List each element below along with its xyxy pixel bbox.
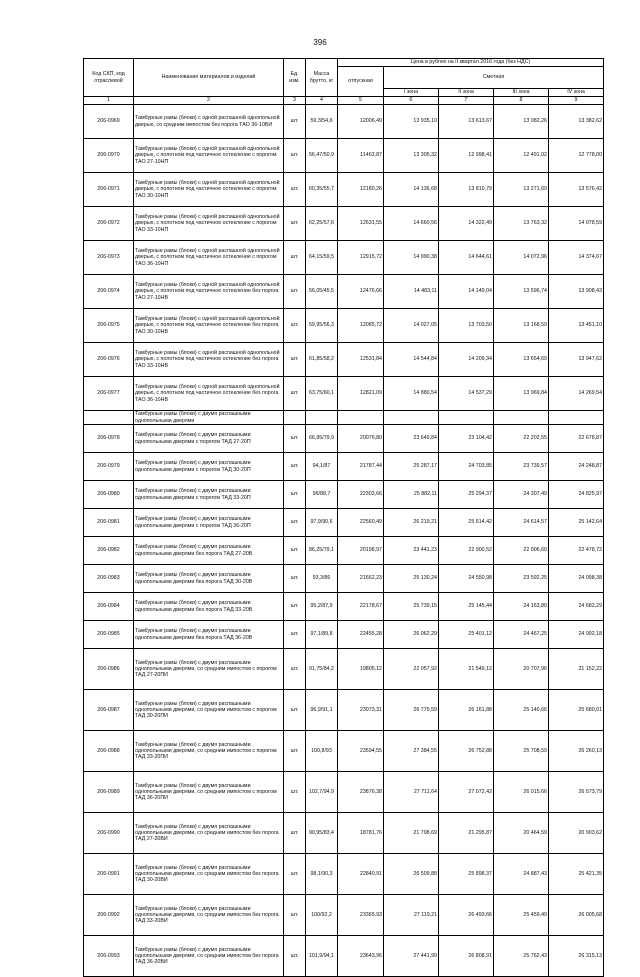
row-release-price: 23594,55 — [338, 731, 384, 772]
col-number: 6 — [384, 97, 439, 105]
row-release-price: 23365,93 — [338, 895, 384, 936]
col-number: 3 — [284, 97, 306, 105]
row-zone2-price: 13 613,67 — [439, 105, 494, 139]
row-code: 206-0973 — [84, 241, 134, 275]
row-zone4-price: 13 908,43 — [549, 275, 604, 309]
row-unit: шт. — [284, 895, 306, 936]
table-row — [84, 377, 604, 411]
row-zone4-price: 26 005,68 — [549, 895, 604, 936]
row-zone1-price: 21 798,69 — [384, 813, 439, 854]
row-zone1-price: 26 779,59 — [384, 690, 439, 731]
header-zone-2: II зона — [439, 89, 494, 97]
row-mass: 95,2/87,9 — [306, 593, 338, 621]
section-title: Тамбурные рамы (блоки) с двумя распашными однопольными дверями — [134, 411, 284, 425]
empty-cell — [306, 411, 338, 425]
row-release-price: 12180,26 — [338, 173, 384, 207]
row-mass: 100,8/93 — [306, 731, 338, 772]
row-mass: 62,25/57,6 — [306, 207, 338, 241]
row-unit: шт. — [284, 453, 306, 481]
row-release-price: 12476,66 — [338, 275, 384, 309]
row-zone2-price: 14 149,04 — [439, 275, 494, 309]
row-zone1-price: 27 119,21 — [384, 895, 439, 936]
table-row — [84, 453, 604, 481]
row-zone4-price: 24 992,18 — [549, 621, 604, 649]
section-row — [84, 411, 604, 425]
row-unit: шт. — [284, 139, 306, 173]
row-unit: шт. — [284, 854, 306, 895]
row-zone3-price: 13 596,74 — [494, 275, 549, 309]
row-zone4-price: 13 451,10 — [549, 309, 604, 343]
row-zone3-price: 25 459,49 — [494, 895, 549, 936]
row-unit: шт. — [284, 309, 306, 343]
row-zone4-price: 22 678,87 — [549, 425, 604, 453]
row-zone2-price: 25 898,37 — [439, 854, 494, 895]
row-code: 206-0993 — [84, 936, 134, 977]
row-unit: шт. — [284, 772, 306, 813]
row-zone2-price: 25 614,42 — [439, 509, 494, 537]
row-zone3-price: 25 140,66 — [494, 690, 549, 731]
row-zone2-price: 22 900,52 — [439, 537, 494, 565]
row-zone2-price: 13 703,50 — [439, 309, 494, 343]
row-mass: 100/92,2 — [306, 895, 338, 936]
row-code: 206-0989 — [84, 772, 134, 813]
row-zone2-price: 23 104,42 — [439, 425, 494, 453]
col-number: 5 — [338, 97, 384, 105]
row-zone2-price: 14 209,34 — [439, 343, 494, 377]
row-release-price: 20198,97 — [338, 537, 384, 565]
row-code — [84, 411, 134, 425]
page-number: 396 — [313, 38, 327, 47]
row-zone4-price: 21 152,22 — [549, 649, 604, 690]
row-name: Тамбурные рамы (блоки) с одной распашной однопольной дверью, с полотном под частичное остекление без порога ТАО 36-10НВ — [134, 377, 284, 411]
row-zone1-price: 25 882,11 — [384, 481, 439, 509]
table-row — [84, 593, 604, 621]
row-zone1-price: 27 384,55 — [384, 731, 439, 772]
row-code: 206-0978 — [84, 425, 134, 453]
row-zone3-price: 23 739,57 — [494, 453, 549, 481]
row-zone2-price: 13 810,79 — [439, 173, 494, 207]
row-zone3-price: 24 467,25 — [494, 621, 549, 649]
row-zone4-price: 13 382,62 — [549, 105, 604, 139]
row-mass: 61,85/58,2 — [306, 343, 338, 377]
row-name: Тамбурные рамы (блоки) с двумя распашными однопольными дверями, со средним импостом без порога ТАД 27-20ВИ — [134, 813, 284, 854]
row-unit: шт. — [284, 593, 306, 621]
row-release-price: 12821,09 — [338, 377, 384, 411]
row-zone4-price: 14 078,59 — [549, 207, 604, 241]
row-zone1-price: 26 219,21 — [384, 509, 439, 537]
row-code: 206-0975 — [84, 309, 134, 343]
row-mass: 96,9/91,1 — [306, 690, 338, 731]
table-row — [84, 565, 604, 593]
row-zone4-price: 26 315,13 — [549, 936, 604, 977]
row-zone4-price: 20 903,62 — [549, 813, 604, 854]
row-zone3-price: 20 464,59 — [494, 813, 549, 854]
row-code: 206-0977 — [84, 377, 134, 411]
row-release-price: 12631,55 — [338, 207, 384, 241]
row-zone3-price: 13 654,69 — [494, 343, 549, 377]
row-name: Тамбурные рамы (блоки) с двумя распашными однопольными дверями, со средним импостом с порогом ТАД 27-20ПИ — [134, 649, 284, 690]
row-zone3-price: 14 072,96 — [494, 241, 549, 275]
row-name: Тамбурные рамы (блоки) с двумя распашными однопольными дверями, со средним импостом с порогом ТАД 33-20ПИ — [134, 731, 284, 772]
table-row — [84, 309, 604, 343]
row-mass: 94,1/87 — [306, 453, 338, 481]
table-row — [84, 731, 604, 772]
row-release-price: 12531,84 — [338, 343, 384, 377]
column-number-row — [84, 97, 604, 105]
row-zone3-price: 12 491,02 — [494, 139, 549, 173]
header-zone-1: I зона — [384, 89, 439, 97]
row-release-price: 18781,76 — [338, 813, 384, 854]
row-code: 206-0970 — [84, 139, 134, 173]
header-price-group: Цена в рублях на II квартал 2016 года (без НДС) — [338, 59, 604, 67]
row-zone4-price: 24 825,97 — [549, 481, 604, 509]
table-row — [84, 936, 604, 977]
row-zone2-price: 26 752,88 — [439, 731, 494, 772]
row-zone3-price: 24 887,43 — [494, 854, 549, 895]
row-zone2-price: 25 145,44 — [439, 593, 494, 621]
table-row — [84, 772, 604, 813]
row-zone1-price: 14 136,68 — [384, 173, 439, 207]
row-mass: 66,95/79,9 — [306, 425, 338, 453]
empty-cell — [494, 411, 549, 425]
row-zone3-price: 24 614,57 — [494, 509, 549, 537]
row-zone4-price: 24 098,38 — [549, 565, 604, 593]
row-zone2-price: 21 295,87 — [439, 813, 494, 854]
row-unit: шт. — [284, 509, 306, 537]
row-release-price: 23073,31 — [338, 690, 384, 731]
row-release-price: 20076,80 — [338, 425, 384, 453]
row-zone2-price: 25 294,37 — [439, 481, 494, 509]
row-mass: 60,35/55,7 — [306, 173, 338, 207]
row-zone4-price: 24 682,29 — [549, 593, 604, 621]
header-code: Код СКП, код отраслевой — [84, 59, 134, 97]
table-row — [84, 343, 604, 377]
row-mass: 93,3/86 — [306, 565, 338, 593]
row-zone4-price: 12 778,00 — [549, 139, 604, 173]
row-zone1-price: 23 649,84 — [384, 425, 439, 453]
row-zone1-price: 13 305,32 — [384, 139, 439, 173]
row-zone3-price: 20 707,96 — [494, 649, 549, 690]
row-code: 206-0991 — [84, 854, 134, 895]
header-estimate: Сметная — [384, 67, 604, 89]
row-unit: шт. — [284, 275, 306, 309]
table-row — [84, 537, 604, 565]
row-name: Тамбурные рамы (блоки) с двумя распашными однопольными дверями без порога ТАД 27-20В — [134, 537, 284, 565]
table-row — [84, 690, 604, 731]
row-name: Тамбурные рамы (блоки) с двумя распашными однопольными дверями с порогом ТАД 27-20П — [134, 425, 284, 453]
row-zone1-price: 25 287,17 — [384, 453, 439, 481]
row-mass: 63,75/60,1 — [306, 377, 338, 411]
row-code: 206-0980 — [84, 481, 134, 509]
row-zone3-price: 25 708,59 — [494, 731, 549, 772]
header-release: отпускная — [338, 67, 384, 97]
row-name: Тамбурные рамы (блоки) с одной распашной однопольной дверью, с полотном под частичное остекление с порогом ТАО 30-10НП — [134, 173, 284, 207]
table-row — [84, 139, 604, 173]
row-code: 206-0990 — [84, 813, 134, 854]
row-zone4-price: 25 680,01 — [549, 690, 604, 731]
empty-cell — [284, 411, 306, 425]
row-zone1-price: 26 509,88 — [384, 854, 439, 895]
row-unit: шт. — [284, 690, 306, 731]
row-zone2-price: 26 808,91 — [439, 936, 494, 977]
row-mass: 90,95/83,4 — [306, 813, 338, 854]
row-zone2-price: 26 161,88 — [439, 690, 494, 731]
row-release-price: 12915,72 — [338, 241, 384, 275]
table-row — [84, 854, 604, 895]
row-release-price: 22178,67 — [338, 593, 384, 621]
row-name: Тамбурные рамы (блоки) с одной распашной однопольной дверью, с полотном под частичное остекление с порогом ТАО 27-10НП — [134, 139, 284, 173]
row-code: 206-0986 — [84, 649, 134, 690]
row-zone2-price: 25 401,12 — [439, 621, 494, 649]
row-zone2-price: 21 549,12 — [439, 649, 494, 690]
row-code: 206-0981 — [84, 509, 134, 537]
row-zone1-price: 14 990,38 — [384, 241, 439, 275]
row-zone3-price: 24 307,49 — [494, 481, 549, 509]
row-name: Тамбурные рамы (блоки) с двумя распашными однопольными дверями с порогом ТАД 33-20П — [134, 481, 284, 509]
row-release-price: 12006,49 — [338, 105, 384, 139]
row-zone1-price: 25 130,24 — [384, 565, 439, 593]
row-mass: 56,05/45,5 — [306, 275, 338, 309]
row-zone2-price: 24 550,98 — [439, 565, 494, 593]
row-zone2-price: 14 644,61 — [439, 241, 494, 275]
row-zone2-price: 26 493,66 — [439, 895, 494, 936]
row-zone1-price: 14 027,05 — [384, 309, 439, 343]
row-code: 206-0992 — [84, 895, 134, 936]
row-mass: 59,95/56,3 — [306, 309, 338, 343]
row-code: 206-0979 — [84, 453, 134, 481]
table-row — [84, 173, 604, 207]
row-code: 206-0983 — [84, 565, 134, 593]
col-number: 1 — [84, 97, 134, 105]
row-unit: шт. — [284, 813, 306, 854]
table-row — [84, 207, 604, 241]
row-code: 206-0969 — [84, 105, 134, 139]
row-name: Тамбурные рамы (блоки) с одной распашной однопольной дверью, со средним импостом без порога ТАО 36-10ВИ — [134, 105, 284, 139]
row-mass: 91,75/84,2 — [306, 649, 338, 690]
row-unit: шт. — [284, 936, 306, 977]
row-code: 206-0971 — [84, 173, 134, 207]
row-name: Тамбурные рамы (блоки) с двумя распашными однопольными дверями без порога ТАД 30-20В — [134, 565, 284, 593]
header-zone-4: IV зона — [549, 89, 604, 97]
row-name: Тамбурные рамы (блоки) с одной распашной однопольной дверью, с полотном под частичное остекление с порогом ТАО 36-10НП — [134, 241, 284, 275]
row-release-price: 19805,12 — [338, 649, 384, 690]
row-code: 206-0974 — [84, 275, 134, 309]
row-unit: шт. — [284, 537, 306, 565]
empty-cell — [439, 411, 494, 425]
row-unit: шт. — [284, 731, 306, 772]
row-zone1-price: 14 544,84 — [384, 343, 439, 377]
row-zone1-price: 27 441,99 — [384, 936, 439, 977]
row-zone4-price: 14 374,67 — [549, 241, 604, 275]
price-table — [83, 58, 604, 977]
row-unit: шт. — [284, 105, 306, 139]
row-zone1-price: 14 483,11 — [384, 275, 439, 309]
row-mass: 86,25/79,1 — [306, 537, 338, 565]
row-code: 206-0985 — [84, 621, 134, 649]
table-row — [84, 895, 604, 936]
row-unit: шт. — [284, 343, 306, 377]
table-row — [84, 649, 604, 690]
row-unit: шт. — [284, 481, 306, 509]
row-zone3-price: 13 969,84 — [494, 377, 549, 411]
row-name: Тамбурные рамы (блоки) с одной распашной однопольной дверью, с полотном под частичное остекление без порога ТАО 30-10НВ — [134, 309, 284, 343]
row-release-price: 21787,44 — [338, 453, 384, 481]
row-zone2-price: 14 537,29 — [439, 377, 494, 411]
row-name: Тамбурные рамы (блоки) с двумя распашными однопольными дверями без порога ТАД 36-20В — [134, 621, 284, 649]
table-row — [84, 241, 604, 275]
col-number: 8 — [494, 97, 549, 105]
row-unit: шт. — [284, 207, 306, 241]
row-name: Тамбурные рамы (блоки) с одной распашной однопольной дверью, с полотном под частичное остекление без порога ТАО 33-10НВ — [134, 343, 284, 377]
row-zone3-price: 13 082,26 — [494, 105, 549, 139]
row-name: Тамбурные рамы (блоки) с двумя распашными однопольными дверями, со средним импостом с порогом ТАД 30-20ПИ — [134, 690, 284, 731]
row-zone2-price: 27 072,42 — [439, 772, 494, 813]
col-number: 7 — [439, 97, 494, 105]
col-number: 2 — [134, 97, 284, 105]
col-number: 9 — [549, 97, 604, 105]
row-zone3-price: 13 763,32 — [494, 207, 549, 241]
row-zone2-price: 14 322,49 — [439, 207, 494, 241]
header-unit: Ед. изм. — [284, 59, 306, 97]
row-zone3-price: 22 006,60 — [494, 537, 549, 565]
row-unit: шт. — [284, 425, 306, 453]
row-zone3-price: 23 592,25 — [494, 565, 549, 593]
row-unit: шт. — [284, 621, 306, 649]
row-code: 206-0982 — [84, 537, 134, 565]
row-unit: шт. — [284, 377, 306, 411]
row-zone3-price: 13 168,59 — [494, 309, 549, 343]
row-code: 206-0984 — [84, 593, 134, 621]
row-unit: шт. — [284, 565, 306, 593]
row-zone4-price: 22 478,72 — [549, 537, 604, 565]
row-name: Тамбурные рамы (блоки) с одной распашной однопольной дверью, с полотном под частичное остекление с порогом ТАО 33-10НП — [134, 207, 284, 241]
table-row — [84, 813, 604, 854]
row-mass: 97,1/89,8 — [306, 621, 338, 649]
row-unit: шт. — [284, 649, 306, 690]
row-release-price: 22455,28 — [338, 621, 384, 649]
row-code: 206-0976 — [84, 343, 134, 377]
row-code: 206-0972 — [84, 207, 134, 241]
row-zone4-price: 25 142,64 — [549, 509, 604, 537]
header-zone-3: III зона — [494, 89, 549, 97]
table-row — [84, 425, 604, 453]
row-unit: шт. — [284, 241, 306, 275]
row-zone3-price: 24 163,80 — [494, 593, 549, 621]
row-zone1-price: 26 062,29 — [384, 621, 439, 649]
row-zone4-price: 26 260,13 — [549, 731, 604, 772]
row-zone3-price: 25 762,43 — [494, 936, 549, 977]
row-name: Тамбурные рамы (блоки) с двумя распашными однопольными дверями, со средним импостом без порога ТАД 33-20ВИ — [134, 895, 284, 936]
row-mass: 64,15/59,5 — [306, 241, 338, 275]
table-row — [84, 275, 604, 309]
row-release-price: 21662,23 — [338, 565, 384, 593]
row-zone1-price: 27 711,64 — [384, 772, 439, 813]
table-row — [84, 481, 604, 509]
row-name: Тамбурные рамы (блоки) с двумя распашными однопольными дверями с порогом ТАД 30-20П — [134, 453, 284, 481]
col-number: 4 — [306, 97, 338, 105]
empty-cell — [338, 411, 384, 425]
row-code: 206-0987 — [84, 690, 134, 731]
row-release-price: 23643,96 — [338, 936, 384, 977]
row-release-price: 22840,91 — [338, 854, 384, 895]
row-name: Тамбурные рамы (блоки) с двумя распашными однопольными дверями без порога ТАД 33-20В — [134, 593, 284, 621]
row-mass: 101,9/94,1 — [306, 936, 338, 977]
row-zone4-price: 13 576,42 — [549, 173, 604, 207]
row-zone4-price: 24 248,87 — [549, 453, 604, 481]
row-name: Тамбурные рамы (блоки) с двумя распашными однопольными дверями с порогом ТАД 36-20П — [134, 509, 284, 537]
row-zone1-price: 25 739,15 — [384, 593, 439, 621]
row-zone3-price: 26 015,66 — [494, 772, 549, 813]
row-name: Тамбурные рамы (блоки) с двумя распашными однопольными дверями, со средним импостом без порога ТАД 36-20ВИ — [134, 936, 284, 977]
row-mass: 97,9/90,6 — [306, 509, 338, 537]
row-name: Тамбурные рамы (блоки) с двумя распашными однопольными дверями, со средним импостом с порогом ТАД 36-20ПИ — [134, 772, 284, 813]
table-row — [84, 509, 604, 537]
row-mass: 59,3/54,6 — [306, 105, 338, 139]
row-name: Тамбурные рамы (блоки) с одной распашной однопольной дверью, с полотном под частичное остекление без порога ТАО 27-10НВ — [134, 275, 284, 309]
row-zone1-price: 13 935,10 — [384, 105, 439, 139]
row-zone1-price: 23 441,23 — [384, 537, 439, 565]
row-zone2-price: 24 703,85 — [439, 453, 494, 481]
table-row — [84, 105, 604, 139]
row-zone4-price: 13 947,62 — [549, 343, 604, 377]
row-zone4-price: 26 573,79 — [549, 772, 604, 813]
row-zone1-price: 14 880,54 — [384, 377, 439, 411]
empty-cell — [549, 411, 604, 425]
row-code: 206-0988 — [84, 731, 134, 772]
row-release-price: 22303,66 — [338, 481, 384, 509]
row-zone1-price: 22 057,92 — [384, 649, 439, 690]
table-row — [84, 621, 604, 649]
row-mass: 98,1/90,3 — [306, 854, 338, 895]
row-zone2-price: 12 998,41 — [439, 139, 494, 173]
row-release-price: 11463,87 — [338, 139, 384, 173]
row-release-price: 23876,38 — [338, 772, 384, 813]
row-mass: 102,7/94,9 — [306, 772, 338, 813]
empty-cell — [384, 411, 439, 425]
header-mass: Масса брутто, кг — [306, 59, 338, 97]
row-name: Тамбурные рамы (блоки) с двумя распашными однопольными дверями, со средним импостом без порога ТАД 30-20ВИ — [134, 854, 284, 895]
row-zone3-price: 22 202,55 — [494, 425, 549, 453]
row-zone1-price: 14 660,56 — [384, 207, 439, 241]
row-unit: шт. — [284, 173, 306, 207]
row-release-price: 22560,49 — [338, 509, 384, 537]
row-zone4-price: 25 421,35 — [549, 854, 604, 895]
row-mass: 56,47/50,9 — [306, 139, 338, 173]
row-mass: 96/88,7 — [306, 481, 338, 509]
header-name: Наименование материалов и изделий — [134, 59, 284, 97]
row-zone4-price: 14 269,54 — [549, 377, 604, 411]
row-zone3-price: 13 271,69 — [494, 173, 549, 207]
row-release-price: 12085,72 — [338, 309, 384, 343]
